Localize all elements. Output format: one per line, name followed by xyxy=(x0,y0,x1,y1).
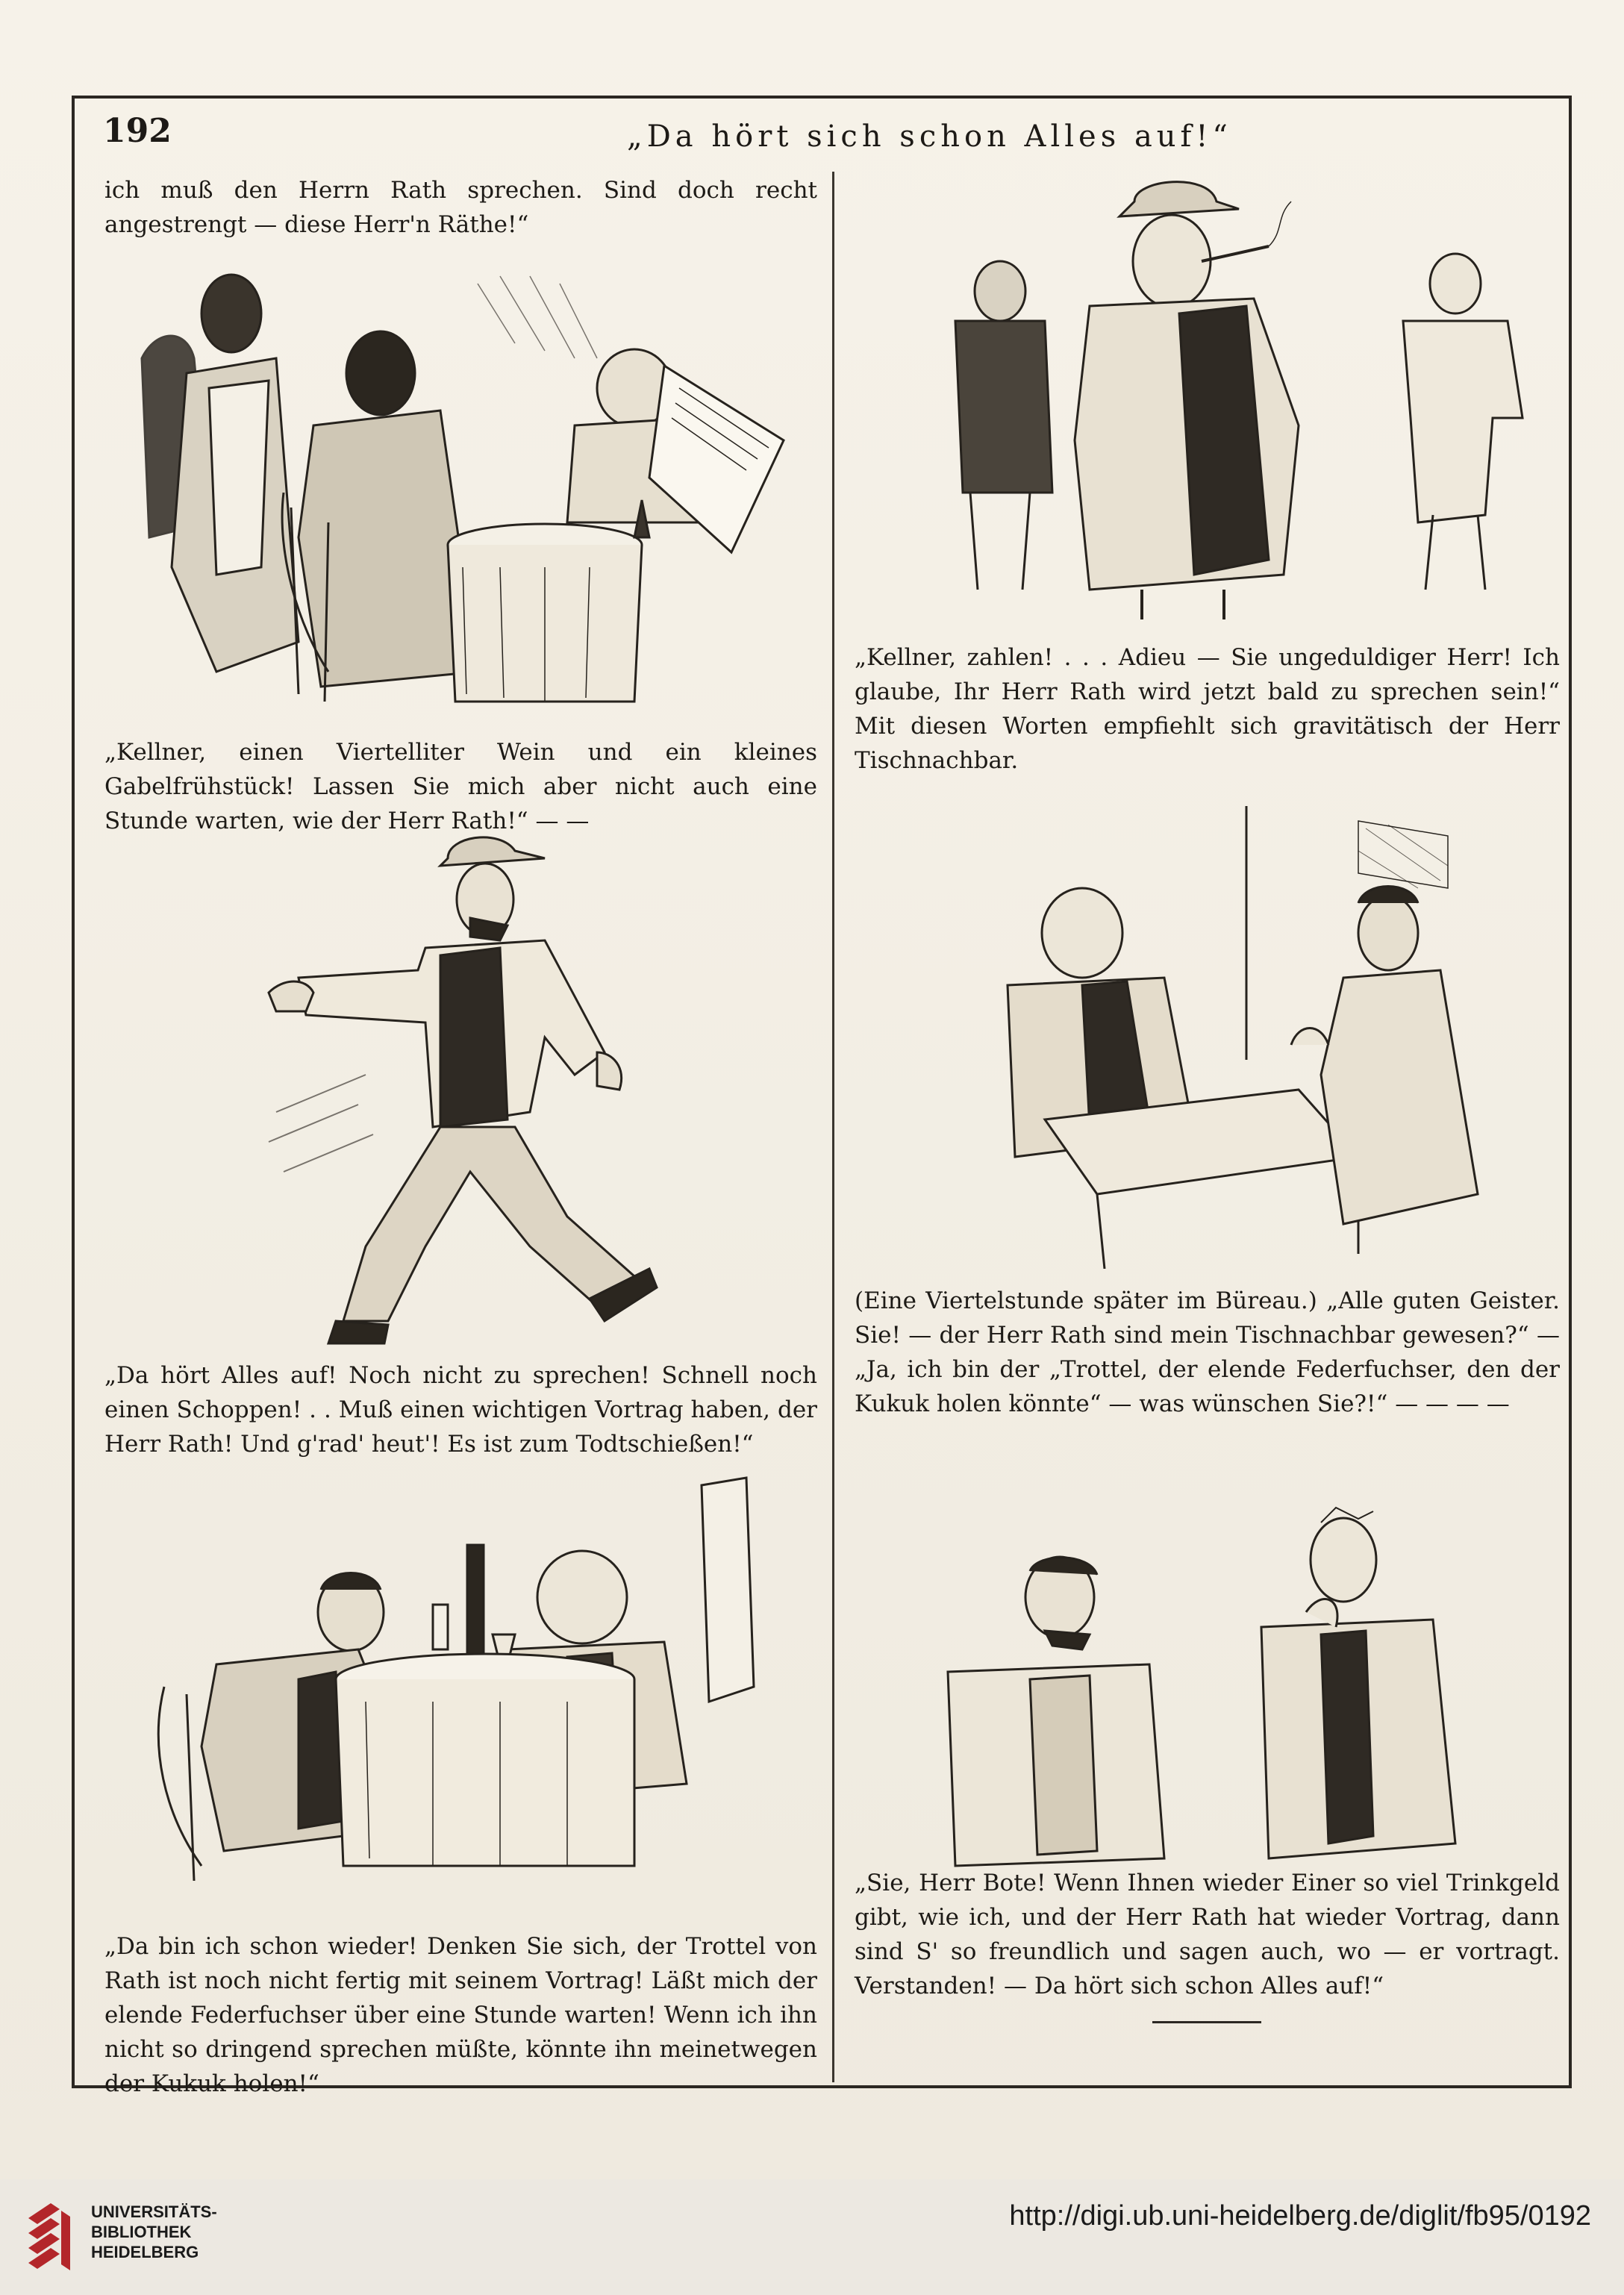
left-caption-3: „Da bin ich schon wieder! Denken Sie sich, der Trottel von Rath ist noch nicht fertig mit seinem Vortrag! Läßt mich der elende Federfuchser über eine Stunde warten! Wenn ich ihn nicht so dringend sprechen müßte, könnte ihn meinetwegen der Kukuk holen!“ xyxy=(104,1933,817,2097)
digitization-url-link[interactable]: http://digi.ub.uni-heidelberg.de/diglit/fb95/0192 xyxy=(1009,2200,1591,2232)
left-caption-2: „Da hört Alles auf! Noch nicht zu sprechen! Schnell noch einen Schoppen! . . Muß einen wichtigen Vortrag haben, der Herr Rath! Und g'rad' heut'! Es ist zum Todtschießen!“ xyxy=(104,1362,817,1458)
library-name-line-1: UNIVERSITÄTS- xyxy=(91,2202,217,2221)
right-caption-1: „Kellner, zahlen! . . . Adieu — Sie ungeduldiger Herr! Ich glaube, Ihr Herr Rath wird jetzt bald zu sprechen sein!“ Mit diesen Worten empfiehlt sich gravitätisch der Herr Tischnachbar. xyxy=(855,644,1560,774)
library-name-line-2: BIBLIOTHEK xyxy=(91,2223,192,2241)
illustration-messenger-and-gentleman xyxy=(918,1485,1485,1873)
library-name xyxy=(91,2202,217,2262)
right-caption-3: „Sie, Herr Bote! Wenn Ihnen wieder Einer so viel Trinkgeld gibt, wie ich, und der Herr Rath hat wieder Vortrag, dann sind S' so freundlich und sagen auch, wo — er vortragt. Verstanden! — Da hört sich schon Alles auf!“ xyxy=(855,1870,1560,1999)
illustration-running-man xyxy=(246,828,754,1351)
illustration-office-desk xyxy=(970,806,1493,1269)
column-divider xyxy=(832,172,834,2082)
running-title: „Da hört sich schon Alles auf!“ xyxy=(627,119,1232,154)
illustration-fat-man-smoking xyxy=(896,172,1537,634)
illustration-restaurant-table xyxy=(127,254,799,716)
footer-bar xyxy=(0,2179,1624,2295)
illustration-two-men-at-table xyxy=(119,1463,791,1926)
left-intro-text: ich muß den Herrn Rath sprechen. Sind doch recht angestrengt — diese Herr'n Räthe!“ xyxy=(104,177,817,238)
page-number: 192 xyxy=(103,112,172,150)
closing-rule xyxy=(1152,2021,1261,2023)
library-name-line-3: HEIDELBERG xyxy=(91,2243,199,2261)
left-caption-1: „Kellner, einen Viertelliter Wein und ein kleines Gabelfrühstück! Lassen Sie mich aber nicht auch eine Stunde warten, wie der Herr Rath!“ — — xyxy=(104,739,817,834)
library-logo xyxy=(21,2196,82,2278)
right-caption-2: (Eine Viertelstunde später im Büreau.) „Alle guten Geister. Sie! — der Herr Rath sind mein Tischnachbar gewesen?“ — „Ja, ich bin der „Trottel, der elende Federfuchser, den der Kukuk holen könnte“ — was wünschen Sie?!“ — — — — xyxy=(855,1287,1560,1417)
